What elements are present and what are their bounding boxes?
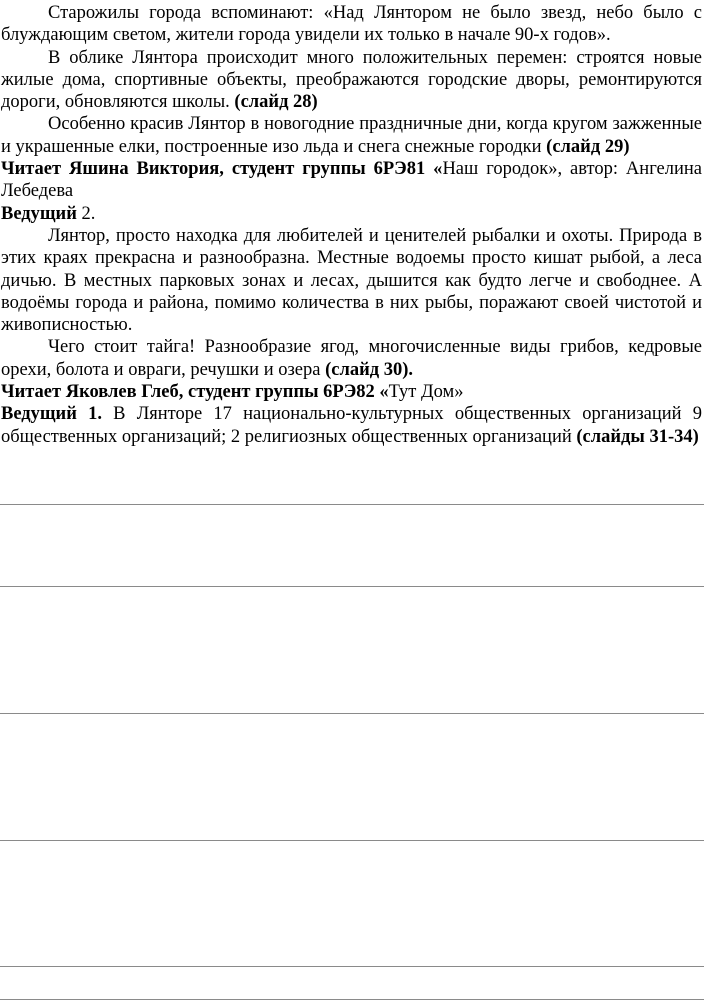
divider-line [0,966,704,967]
poem-title-author: Наш городок», автор: Ангелина Лебедева [1,159,702,202]
paragraph-new-year [1,113,702,158]
paragraph-nature [1,225,702,336]
paragraph-changes [1,47,702,114]
slide-reference: (слайд 28) [234,92,318,113]
paragraph-text: В облике Лянтора происходит много положительных перемен: строятся новые жилые дома, спортивные объекты, преображаются городские дворы, ремонтируются дороги, обновляются школы. [1,47,702,113]
slide-reference: (слайды 31-34) [576,426,699,447]
reader-line-yashina [1,158,702,203]
paragraph-taiga [1,336,702,381]
host-line-2 [1,203,702,225]
paragraph-text: В Лянторе 17 национально-культурных общественных организаций 9 общественных организаций; 2 религиозных общественных организаций [1,404,703,447]
document-body [1,2,702,448]
reader-line-yakovlev [1,381,702,403]
paragraph-text: Особенно красив Лянтор в новогодние праздничные дни, когда кругом зажженные и украшенные елки, построенные изо льда и снега снежные городки [1,114,702,157]
divider-line [0,504,704,505]
paragraph-text: Лянтор, просто находка для любителей и ценителей рыбалки и охоты. Природа в этих краях прекрасна и разнообразна. Местные водоемы просто кишат рыбой, а леса дичью. В местных парковых зонах и лесах, дышится как будто легче и свободнее. А водоёмы города и района, помимо количества в них рыбы, поражают своей чистотой и живописностью. [1,225,702,336]
reader-name: Читает Яковлев Глеб, студент группы 6РЭ82 « [1,382,389,403]
poem-title: Тут Дом» [388,382,464,403]
host-line-1 [1,403,702,448]
slide-reference: (слайд 29) [546,136,630,157]
divider-line [0,840,704,841]
host-number: 2. [76,203,96,224]
slide-reference: (слайд 30). [325,359,414,380]
paragraph-old-residents [1,2,702,47]
host-label: Ведущий 1. [1,404,102,425]
paragraph-text: Старожилы города вспоминают: «Над Лянтором не было звезд, небо было с блуждающим светом, жители города увидели их только в начале 90-х годов». [1,3,702,46]
host-label: Ведущий [1,203,77,224]
divider-line [0,999,704,1000]
divider-line [0,713,704,714]
divider-line [0,586,704,587]
reader-name: Читает Яшина Виктория, студент группы 6РЭ81 « [1,159,443,180]
paragraph-text: Чего стоит тайга! Разнообразие ягод, многочисленные виды грибов, кедровые орехи, болота и овраги, речушки и озера [1,337,702,380]
